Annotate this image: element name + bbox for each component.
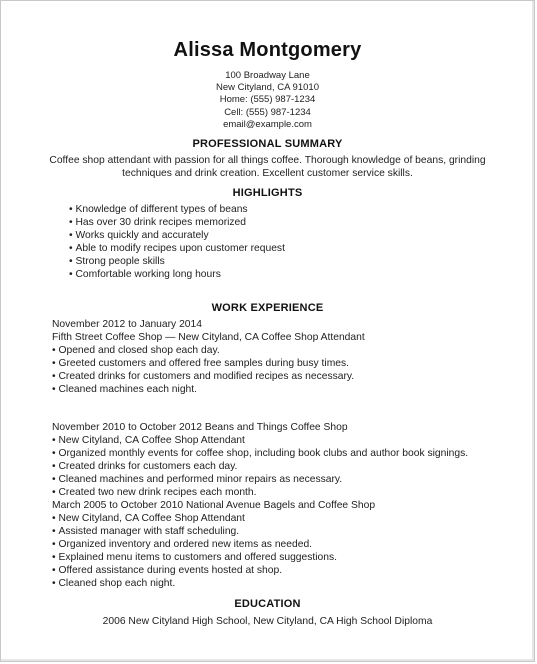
job-bullet: • Opened and closed shop each day. — [52, 345, 365, 358]
job-bullet: • Cleaned machines each night. — [52, 384, 365, 397]
job-title: Fifth Street Coffee Shop — New Cityland, CA Coffee Shop Attendant — [52, 331, 365, 343]
job-bullet: • Cleaned machines and performed minor repairs as necessary. — [52, 474, 468, 487]
home-phone: Home: (555) 987-1234 — [219, 94, 316, 106]
job-dates: November 2012 to January 2014 — [52, 319, 202, 330]
highlights-list — [69, 203, 285, 281]
job-bullet: • Assisted manager with staff scheduling. — [52, 526, 375, 539]
highlight-item: • Able to modify recipes upon customer request — [69, 242, 285, 255]
education-heading: EDUCATION — [234, 598, 301, 610]
job-bullet: • Created two new drink recipes each month. — [52, 487, 468, 500]
job-bullet: • Offered assistance during events hosted at shop. — [52, 565, 375, 578]
job-bullet: • Cleaned shop each night. — [52, 578, 375, 591]
email-address: email@example.com — [223, 118, 312, 130]
cell-phone: Cell: (555) 987-1234 — [224, 106, 311, 118]
address-line: 100 Broadway Lane — [225, 70, 310, 81]
job-bullet: • New Cityland, CA Coffee Shop Attendant — [52, 435, 468, 448]
job-bullet: • New Cityland, CA Coffee Shop Attendant — [52, 513, 375, 526]
experience-heading: WORK EXPERIENCE — [211, 302, 324, 314]
highlight-item: • Comfortable working long hours — [69, 268, 285, 281]
job-bullet: • Created drinks for customers and modified recipes as necessary. — [52, 371, 365, 384]
summary-heading: PROFESSIONAL SUMMARY — [192, 138, 343, 150]
highlights-heading: HIGHLIGHTS — [232, 187, 303, 199]
contact-info — [1, 70, 534, 131]
job-bullet: • Greeted customers and offered free samples during busy times. — [52, 358, 365, 371]
job-bullet: • Organized monthly events for coffee shop, including book clubs and author book signings. — [52, 448, 468, 461]
highlight-item: • Has over 30 drink recipes memorized — [69, 216, 285, 229]
candidate-name: Alissa Montgomery — [173, 39, 362, 61]
job-bullet: • Organized inventory and ordered new items as needed. — [52, 539, 375, 552]
job-entry-1 — [52, 319, 365, 397]
education-entry: 2006 New Cityland High School, New Cityland, CA High School Diploma — [102, 616, 433, 627]
job-dates: November 2010 to October 2012 Beans and Things Coffee Shop — [52, 422, 348, 433]
job-entry-3 — [52, 500, 375, 591]
city-line: New Cityland, CA 91010 — [216, 82, 319, 94]
job-dates: March 2005 to October 2010 National Avenue Bagels and Coffee Shop — [52, 500, 376, 511]
summary-text: Coffee shop attendant with passion for all things coffee. Thorough knowledge of beans, grinding techniques and drink creation. Excellent customer service skills. — [49, 155, 486, 180]
job-bullet: • Created drinks for customers each day. — [52, 461, 468, 474]
job-bullet: • Explained menu items to customers and offered suggestions. — [52, 552, 375, 565]
highlight-item: • Strong people skills — [69, 255, 285, 268]
job-entry-2 — [52, 422, 468, 500]
highlight-item: • Works quickly and accurately — [69, 229, 285, 242]
highlight-item: • Knowledge of different types of beans — [69, 203, 285, 216]
